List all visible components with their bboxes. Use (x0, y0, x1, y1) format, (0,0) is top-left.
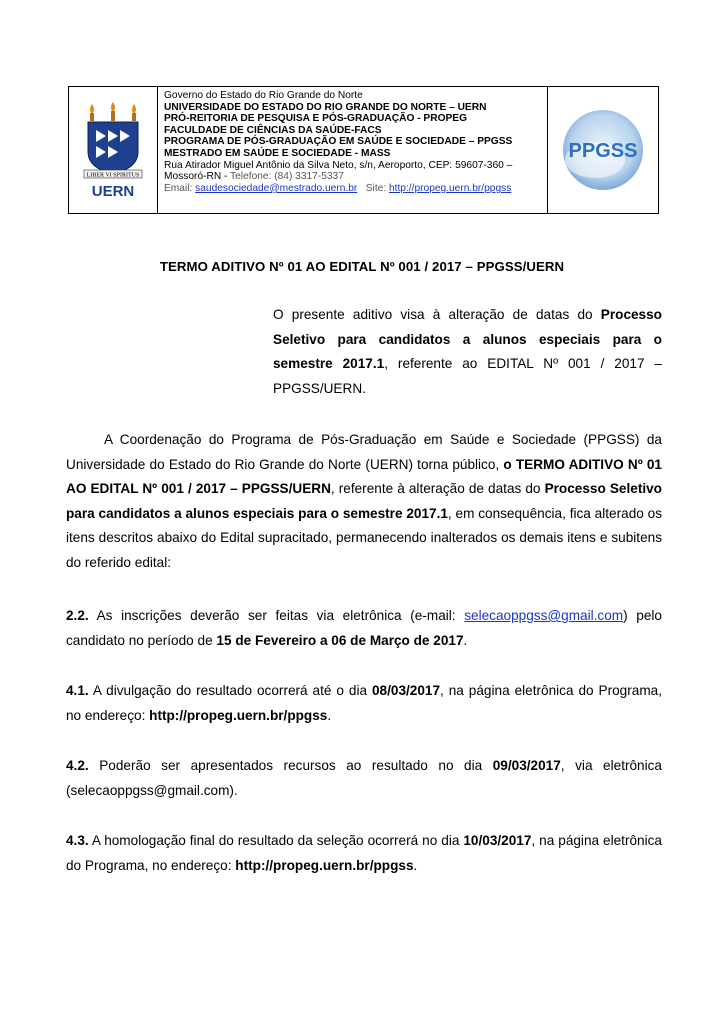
email-link[interactable]: saudesociedade@mestrado.uern.br (195, 182, 358, 194)
masters-line: MESTRADO EM SAÚDE E SOCIEDADE - MASS (164, 147, 391, 159)
pro-rectory-line: PRÓ-REITORIA DE PESQUISA E PÓS-GRADUAÇÃO - PROPEG (164, 113, 468, 125)
site-link[interactable]: http://propeg.uern.br/ppgss (388, 182, 512, 194)
address-line: Rua Atirador Miguel Antônio da Silva Neto, s/n, Aeroporto, CEP: 59607-360 – (164, 159, 513, 171)
program-line: PROGRAMA DE PÓS-GRADUAÇÃO EM SAÚDE E SOCIEDADE – PPGSS (164, 136, 513, 148)
item-4-3: 4.3. A homologação final do resultado da seleção ocorrerá no dia 10/03/2017, na página eletrônica do Programa, no endereço: http://propeg.uern.br/ppgss. (66, 833, 662, 873)
svg-text:LIBER VI SPIRITUS: LIBER VI SPIRITUS (86, 172, 140, 179)
item-4-2: 4.2. Poderão ser apresentados recursos ao resultado no dia 09/03/2017, via eletrônica (selecaoppgss@gmail.com). (66, 758, 662, 798)
letterhead (68, 86, 659, 214)
intro-paragraph: O presente aditivo visa à alteração de datas do Processo Seletivo para candidatos a alunos especiais para o semestre 2017.1, referente ao EDITAL Nº 001 / 2017 – PPGSS/UERN. (273, 307, 663, 396)
faculty-line: FACULDADE DE CIÊNCIAS DA SAÚDE-FACS (164, 124, 382, 136)
item-4-1: 4.1. A divulgação do resultado ocorrerá até o dia 08/03/2017, na página eletrônica do Programa, no endereço: http://propeg.uern.br/ppgss. (66, 683, 662, 723)
university-line: UNIVERSIDADE DO ESTADO DO RIO GRANDE DO NORTE – UERN (164, 101, 487, 113)
gov-line: Governo do Estado do Rio Grande do Norte (164, 90, 363, 101)
institution-info (158, 87, 548, 213)
contact-line: Email: saudesociedade@mestrado.uern.br Site: http://propeg.uern.br/ppgss (164, 182, 512, 194)
city-phone-line: Mossoró-RN - Telefone: (84) 3317-5337 (164, 171, 344, 183)
uern-logo (69, 87, 158, 213)
ppgss-logo (548, 87, 658, 213)
item-2-2: 2.2. As inscrições deverão ser feitas via eletrônica (e-mail: selecaoppgss@gmail.com) pelo candidato no período de 15 de Fevereiro a 06 de Março de 2017. (66, 608, 662, 648)
svg-text:UERN: UERN (91, 183, 135, 200)
document-title: TERMO ADITIVO Nº 01 AO EDITAL Nº 001 / 2017 – PPGSS/UERN (159, 259, 565, 274)
ppgss-logo-icon (555, 102, 651, 198)
uern-crest-icon (78, 100, 148, 200)
svg-text:PPGSS: PPGSS (568, 140, 638, 162)
main-paragraph: A Coordenação do Programa de Pós-Graduação em Saúde e Sociedade (PPGSS) da Universidade do Estado do Rio Grande do Norte (UERN) torna público, o TERMO ADITIVO Nº 01 AO EDITAL Nº 001 / 2017 – PPGSS/UERN, referente à alteração de datas do Processo Seletivo para candidatos a alunos especiais para o semestre 2017.1, em consequência, fica alterado os itens descritos abaixo do Edital supracitado, permanecendo inalterados os demais itens e subitens do referido edital: (66, 432, 662, 570)
selection-email-link[interactable]: selecaoppgss@gmail.com (464, 608, 624, 623)
